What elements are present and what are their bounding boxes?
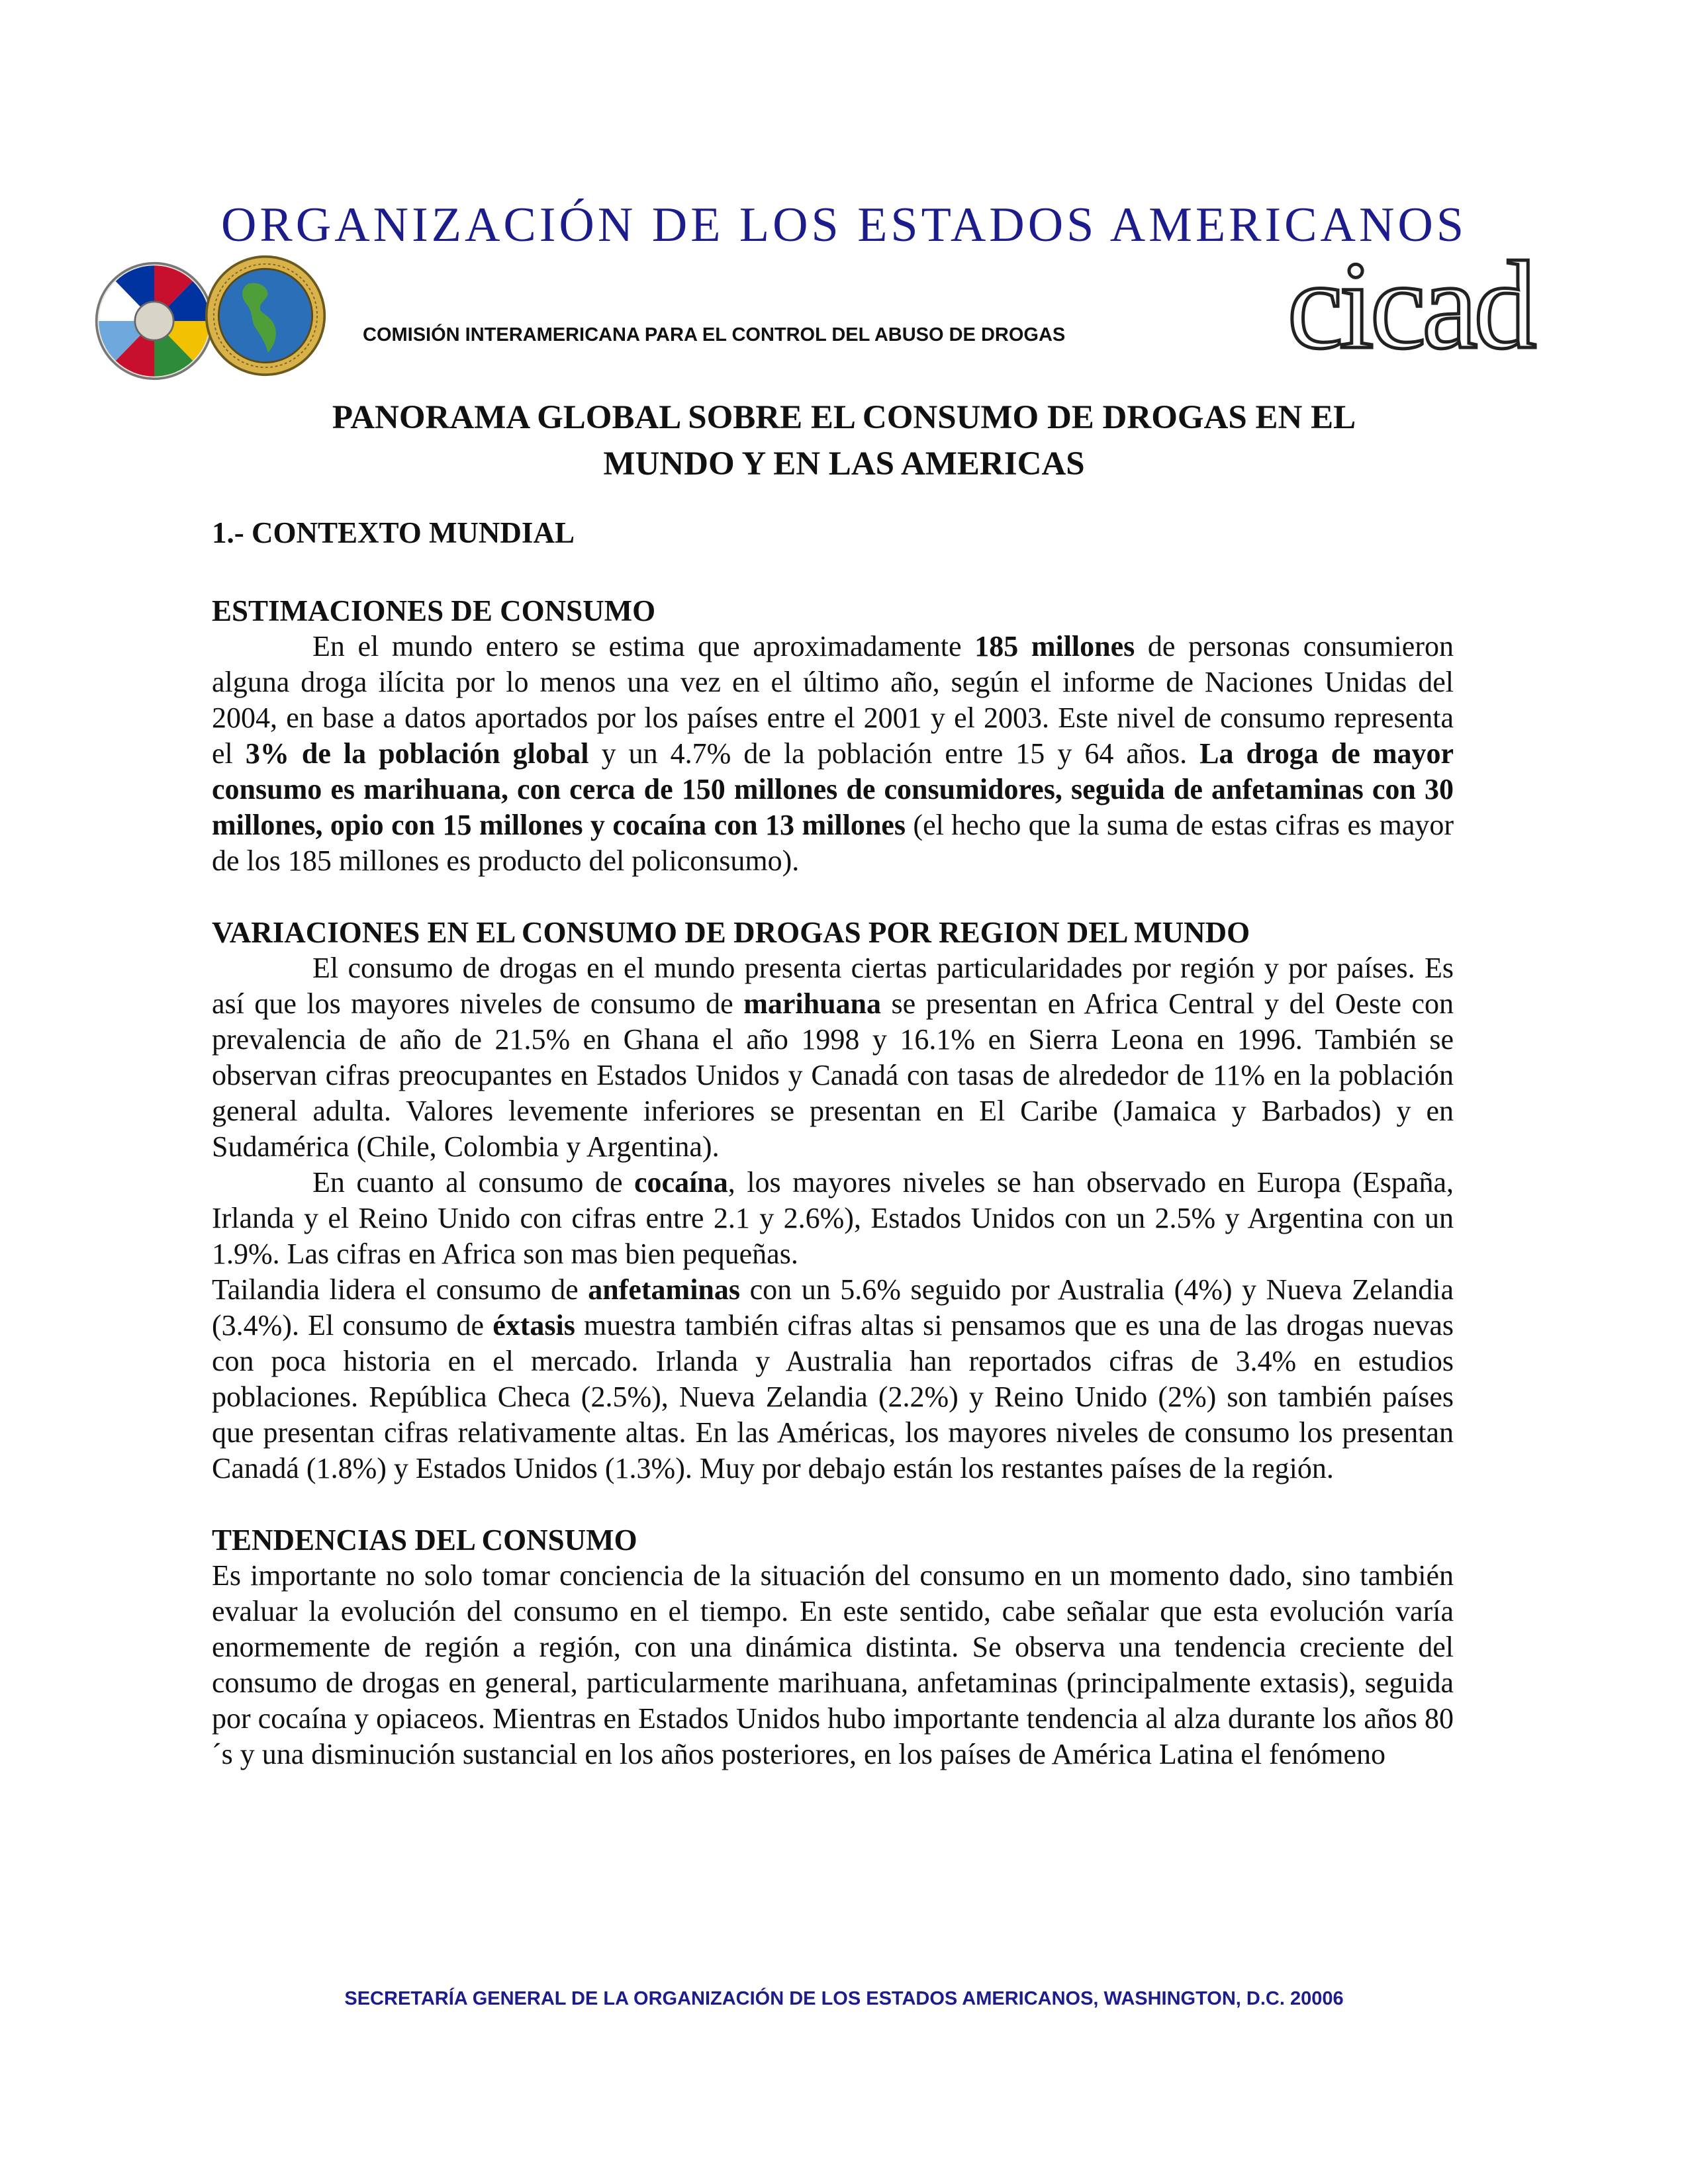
footer-secretaria: SECRETARÍA GENERAL DE LA ORGANIZACIÓN DE LOS ESTADOS AMERICANOS, WASHINGTON, D.C. 20006 xyxy=(344,1988,1344,2009)
oas-flags-seal-icon xyxy=(94,261,214,381)
organization-title: ORGANIZACIÓN DE LOS ESTADOS AMERICANOS xyxy=(220,198,1468,252)
paragraph-variaciones-cocaina: En cuanto al consumo de cocaína, los mayores niveles se han observado en Europa (España, Irlanda y el Reino Unido con cifras entre 2.1 y 2.6%), Estados Unidos con un 2.5% y Argentina con un 1.9%. Las cifras en Africa son mas bien pequeñas. xyxy=(212,1166,1454,1270)
section-heading-estimaciones: ESTIMACIONES DE CONSUMO xyxy=(212,594,656,627)
section-heading-tendencias: TENDENCIAS DEL CONSUMO xyxy=(212,1524,637,1557)
section-heading-variaciones: VARIACIONES EN EL CONSUMO DE DROGAS POR REGION DEL MUNDO xyxy=(212,916,1250,949)
cicad-logo xyxy=(1261,245,1559,371)
document-title-line-2: MUNDO Y EN LAS AMERICAS xyxy=(603,445,1085,482)
paragraph-variaciones-marihuana: El consumo de drogas en el mundo presenta ciertas particularidades por región y por países. Es así que los mayores niveles de consumo de marihuana se presentan en Africa Central y del Oeste con prevalencia de año de 21.5% en Ghana el año 1998 y 16.1% en Sierra Leona en 1996. También se observan cifras preocupantes en Estados Unidos y Canadá con tasas de alrededor de 11% en la población general adulta. Valores levemente inferiores se presentan en El Caribe (Jamaica y Barbados) y en Sudamérica (Chile, Colombia y Argentina). xyxy=(212,952,1454,1163)
paragraph-tendencias: Es importante no solo tomar conciencia de la situación del consumo en un momento dado, sino también evaluar la evolución del consumo en el tiempo. En este sentido, cabe señalar que esta evolución varía enormemente de región a región, con una dinámica distinta. Se observa una tendencia creciente del consumo de drogas en general, particularmente marihuana, anfetaminas (principalmente extasis), seguida por cocaína y opiaceos. Mientras en Estados Unidos hubo importante tendencia al alza durante los años 80´s y una disminución sustancial en los años posteriores, en los países de América Latina el fenómeno xyxy=(212,1559,1454,1770)
oas-globe-seal-icon xyxy=(204,254,327,377)
paragraph-variaciones-anfetaminas: Tailandia lidera el consumo de anfetaminas con un 5.6% seguido por Australia (4%) y Nueva Zelandia (3.4%). El consumo de éxtasis muestra también cifras altas si pensamos que es una de las drogas nuevas con poca historia en el mercado. Irlanda y Australia han reportados cifras de 3.4% en estudios poblaciones. República Checa (2.5%), Nueva Zelandia (2.2%) y Reino Unido (2%) son también países que presentan cifras relativamente altas. En las Américas, los mayores niveles de consumo los presentan Canadá (1.8%) y Estados Unidos (1.3%). Muy por debajo están los restantes países de la región. xyxy=(212,1273,1454,1484)
commission-name: COMISIÓN INTERAMERICANA PARA EL CONTROL DEL ABUSO DE DROGAS xyxy=(363,324,1066,345)
document-title xyxy=(199,394,1489,487)
section-heading-contexto: 1.- CONTEXTO MUNDIAL xyxy=(212,516,575,549)
svg-text:cicad: cicad xyxy=(1287,245,1533,371)
document-body xyxy=(212,515,1454,1772)
document-title-line-1: PANORAMA GLOBAL SOBRE EL CONSUMO DE DROGAS EN EL xyxy=(332,399,1356,436)
paragraph-estimaciones: En el mundo entero se estima que aproximadamente 185 millones de personas consumieron alguna droga ilícita por lo menos una vez en el último año, según el informe de Naciones Unidas del 2004, en base a datos aportados por los países entre el 2001 y el 2003. Este nivel de consumo representa el 3% de la población global y un 4.7% de la población entre 15 y 64 años. La droga de mayor consumo es marihuana, con cerca de 150 millones de consumidores, seguida de anfetaminas con 30 millones, opio con 15 millones y cocaína con 13 millones (el hecho que la suma de estas cifras es mayor de los 185 millones es producto del policonsumo). xyxy=(212,630,1454,877)
